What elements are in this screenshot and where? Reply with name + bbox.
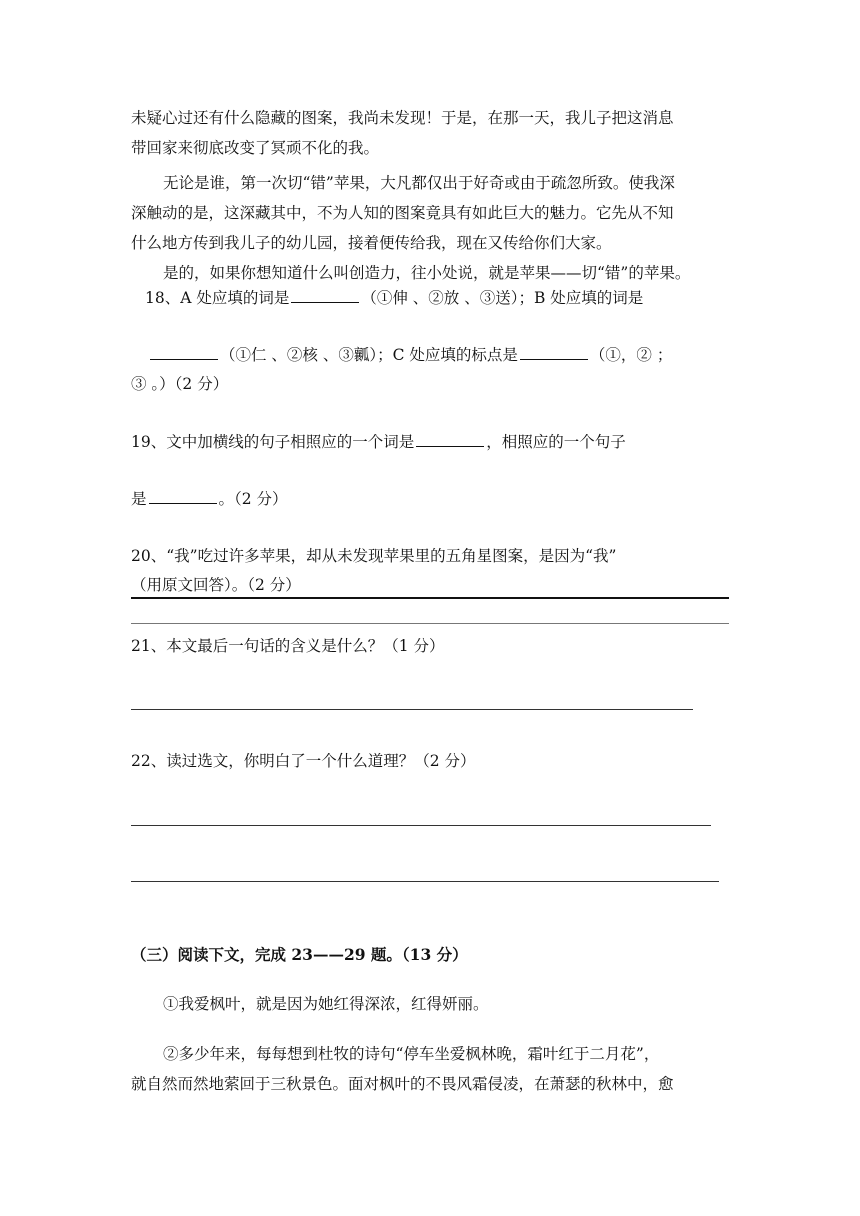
passage-paragraph-2: ②多少年来，每每想到杜牧的诗句“停车坐爱枫林晚，霜叶红于二月花”，	[163, 1045, 660, 1063]
q18-options-c: （①，② ；	[589, 346, 673, 364]
passage-paragraph-2-cont: 就自然而然地萦回于三秋景色。面对枫叶的不畏风霜侵凌，在萧瑟的秋林中，愈	[131, 1075, 674, 1093]
passage-line: 深触动的是，这深藏其中，不为人知的图案竟具有如此巨大的魅力。它先从不知	[131, 204, 674, 222]
question-21: 21、本文最后一句话的含义是什么？（1 分）	[131, 637, 445, 655]
section-heading: （三）阅读下文，完成 23——29 题。（13 分）	[131, 945, 468, 964]
q19-text-2: ，相照应的一个句子	[486, 433, 626, 451]
passage-paragraph-1: ①我爱枫叶，就是因为她红得深浓，红得妍丽。	[163, 995, 489, 1013]
q19-text-3: 是	[131, 490, 147, 508]
q18-text: 18、A 处应填的词是	[145, 289, 290, 307]
question-20-cont: （用原文回答）。（2 分）	[131, 576, 301, 594]
question-18-cont	[148, 345, 860, 365]
answer-line-q22-b[interactable]	[131, 881, 719, 882]
q18-options-b: （①仁 、②核 、③瓤）；C 处应填的标点是	[220, 346, 518, 364]
answer-blank-c[interactable]	[520, 345, 588, 360]
answer-blank-sentence[interactable]	[149, 489, 217, 504]
passage-line: 什么地方传到我儿子的幼儿园，接着便传给我，现在又传给你们大家。	[131, 234, 612, 252]
passage-line: 未疑心过还有什么隐藏的图案，我尚未发现！于是，在那一天，我儿子把这消息	[131, 109, 674, 127]
question-19	[131, 432, 860, 452]
answer-line-q20[interactable]	[131, 623, 729, 624]
question-18-cont2: ③ 。）（2 分）	[131, 375, 229, 393]
question-18	[145, 288, 860, 308]
q19-text-4: 。（2 分）	[218, 490, 288, 508]
answer-line-q21[interactable]	[131, 709, 693, 710]
answer-line-q20-thick[interactable]	[131, 597, 729, 599]
q19-text: 19、文中加横线的句子相照应的一个词是	[131, 433, 415, 451]
passage-line: 是的，如果你想知道什么叫创造力，往小处说，就是苹果——切“错”的苹果。	[163, 264, 691, 282]
answer-blank-word[interactable]	[416, 432, 484, 447]
answer-blank-b[interactable]	[150, 345, 218, 360]
passage-line: 无论是谁，第一次切“错”苹果，大凡都仅出于好奇或由于疏忽所致。使我深	[163, 174, 675, 192]
answer-line-q22-a[interactable]	[131, 825, 711, 826]
passage-line: 带回家来彻底改变了冥顽不化的我。	[131, 139, 380, 157]
question-19-cont	[131, 489, 860, 509]
question-20: 20、“我”吃过许多苹果，却从未发现苹果里的五角星图案，是因为“我”	[131, 547, 617, 565]
question-22: 22、读过选文，你明白了一个什么道理？（2 分）	[131, 752, 476, 770]
q18-options-a: （①伸 、②放 、③送）；B 处应填的词是	[361, 289, 644, 307]
answer-blank-a[interactable]	[291, 288, 359, 303]
